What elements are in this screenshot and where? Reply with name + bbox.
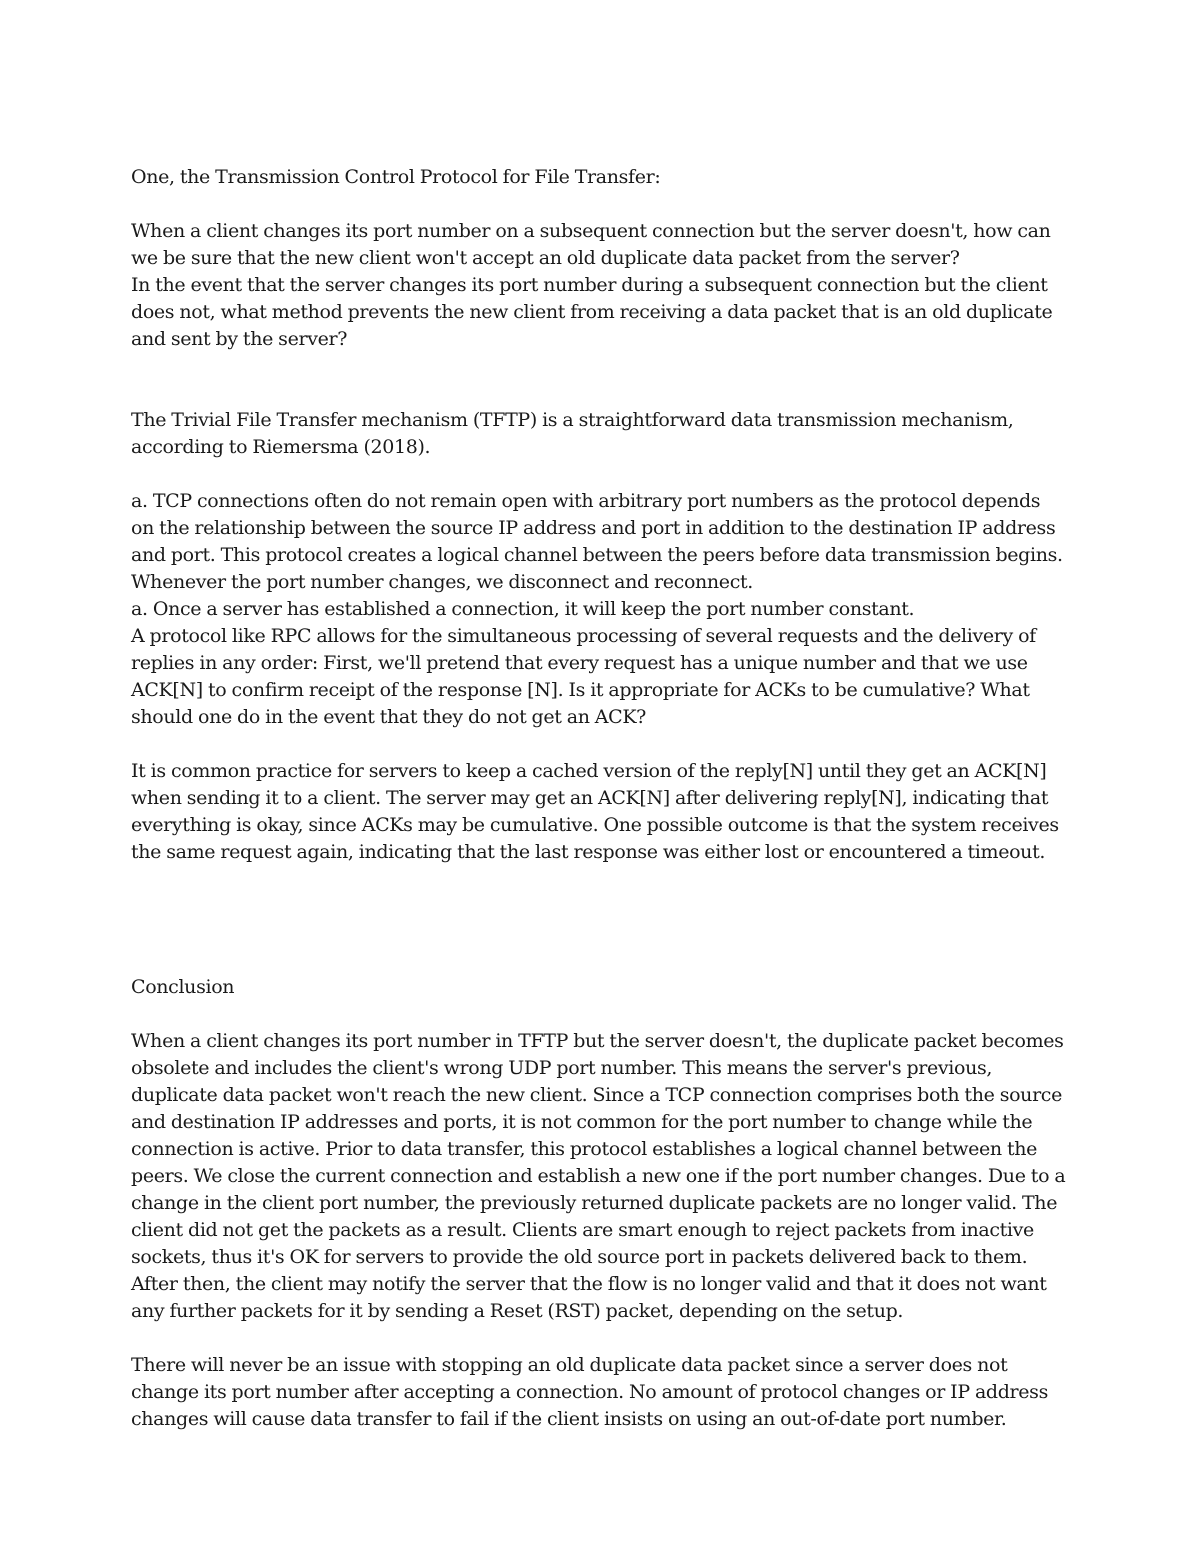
paragraph-spacer bbox=[131, 461, 1066, 488]
paragraph-spacer bbox=[131, 1325, 1066, 1352]
answer-paragraph: a. TCP connections often do not remain open with arbitrary port numbers as the protocol depends on the relationship between the source IP address and port in addition to the destination IP address and port. This protocol creates a logical channel between the peers before data transmission begins. Whenever the port number changes, we disconnect and reconnect. bbox=[131, 490, 1063, 593]
rpc-question-paragraph: A protocol like RPC allows for the simultaneous processing of several requests and the delivery of replies in any order: First, we'll pretend that every request has a unique number and that we use ACK[N] to confirm receipt of the response [N]. Is it appropriate for ACKs to be cumulative? What should one do in the event that they do not get an ACK? bbox=[131, 625, 1036, 728]
rpc-answer-paragraph: It is common practice for servers to keep a cached version of the reply[N] until they get an ACK[N] when sending it to a client. The server may get an ACK[N] after delivering reply[N], indicating that everything is okay, since ACKs may be cumulative. One possible outcome is that the system receives the same request again, indicating that the last response was either lost or encountered a timeout. bbox=[131, 760, 1059, 863]
section-heading: One, the Transmission Control Protocol for File Transfer: bbox=[131, 166, 661, 188]
conclusion-paragraph: There will never be an issue with stopping an old duplicate data packet since a server does not change its port number after accepting a connection. No amount of protocol changes or IP address changes will cause data transfer to fail if the client insists on using an out-of-date port number. bbox=[131, 1354, 1048, 1430]
paragraph-spacer bbox=[131, 1001, 1066, 1028]
answer-paragraph: a. Once a server has established a connection, it will keep the port number constant. bbox=[131, 598, 915, 620]
document-body bbox=[131, 164, 1066, 1433]
conclusion-paragraph: When a client changes its port number in TFTP but the server doesn't, the duplicate packet becomes obsolete and includes the client's wrong UDP port number. This means the server's previous, duplicate data packet won't reach the new client. Since a TCP connection comprises both the source and destination IP addresses and ports, it is not common for the port number to change while the connection is active. Prior to data transfer, this protocol establishes a logical channel between the peers. We close the current connection and establish a new one if the port number changes. Due to a change in the client port number, the previously returned duplicate packets are no longer valid. The client did not get the packets as a result. Clients are smart enough to reject packets from inactive sockets, thus it's OK for servers to provide the old source port in packets delivered back to them. After then, the client may notify the server that the flow is no longer valid and that it does not want any further packets for it by sending a Reset (RST) packet, depending on the setup. bbox=[131, 1030, 1066, 1322]
paragraph-spacer bbox=[131, 866, 1066, 974]
paragraph-spacer bbox=[131, 731, 1066, 758]
conclusion-heading: Conclusion bbox=[131, 976, 235, 998]
paragraph-spacer bbox=[131, 191, 1066, 218]
question-paragraph: In the event that the server changes its port number during a subsequent connection but the client does not, what method prevents the new client from receiving a data packet that is an old duplicate and sent by the server? bbox=[131, 274, 1053, 350]
intro-paragraph: The Trivial File Transfer mechanism (TFTP) is a straightforward data transmission mechanism, according to Riemersma (2018). bbox=[131, 409, 1014, 458]
paragraph-spacer bbox=[131, 353, 1066, 407]
question-paragraph: When a client changes its port number on a subsequent connection but the server doesn't, how can we be sure that the new client won't accept an old duplicate data packet from the server? bbox=[131, 220, 1051, 269]
